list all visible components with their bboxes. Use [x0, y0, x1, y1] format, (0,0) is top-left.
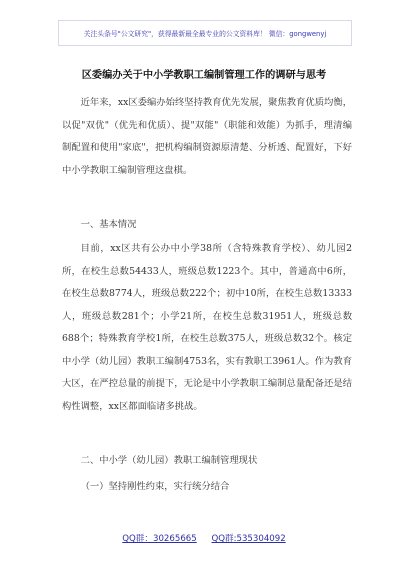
section-heading-management-status: 二、中小学（幼儿园）教职工编制管理现状: [80, 455, 258, 466]
qq-group-link-2[interactable]: QQ群:535304092: [211, 534, 286, 544]
document-title: 区委编办关于中小学教职工编制管理工作的调研与思考: [81, 70, 327, 81]
subsection-heading-rigid-constraint: （一）坚持刚性约束，实行统分结合: [80, 481, 230, 492]
section-heading-basic-situation: 一、基本情况: [80, 219, 137, 230]
promo-banner: [58, 20, 352, 46]
footer-contacts: [0, 532, 408, 544]
intro-paragraph: 近年来，xx区委编办始终坚持教育优先发展，聚焦教育优质均衡，以促"双优"（优先和优质）、提"双能"（职能和效能）为抓手，理清编制配置和使用"家底"，把机构编制资源原清楚、分析透、配置好，下好中小学教职工编制管理这盘棋。: [62, 97, 352, 176]
qq-group-link-1[interactable]: QQ群：30265665: [122, 534, 197, 544]
basic-situation-paragraph: 目前，xx区共有公办中小学38所（含特殊教育学校）、幼儿园2所，在校生总数54433人，班级总数1223个。其中，普通高中6所，在校生总数8774人，班级总数222个；初中10所，在校生总数13333人，班级总数281个；小学21所，在校生总数31951人，班级总数688个；特殊教育学校1所，在校生总数375人，班级总数32个。核定中小学（幼儿园）教职工编制4753名，实有教职工3961人。作为教育大区，在严控总量的前提下，无论是中小学教职工编制总量配备还是结构性调整，xx区都面临诸多挑战。: [62, 243, 352, 412]
promo-banner-text: 关注头条号"公文研究"，获得最新最全最专业的公文资料库！ 微信：gongwenyj: [83, 30, 327, 38]
